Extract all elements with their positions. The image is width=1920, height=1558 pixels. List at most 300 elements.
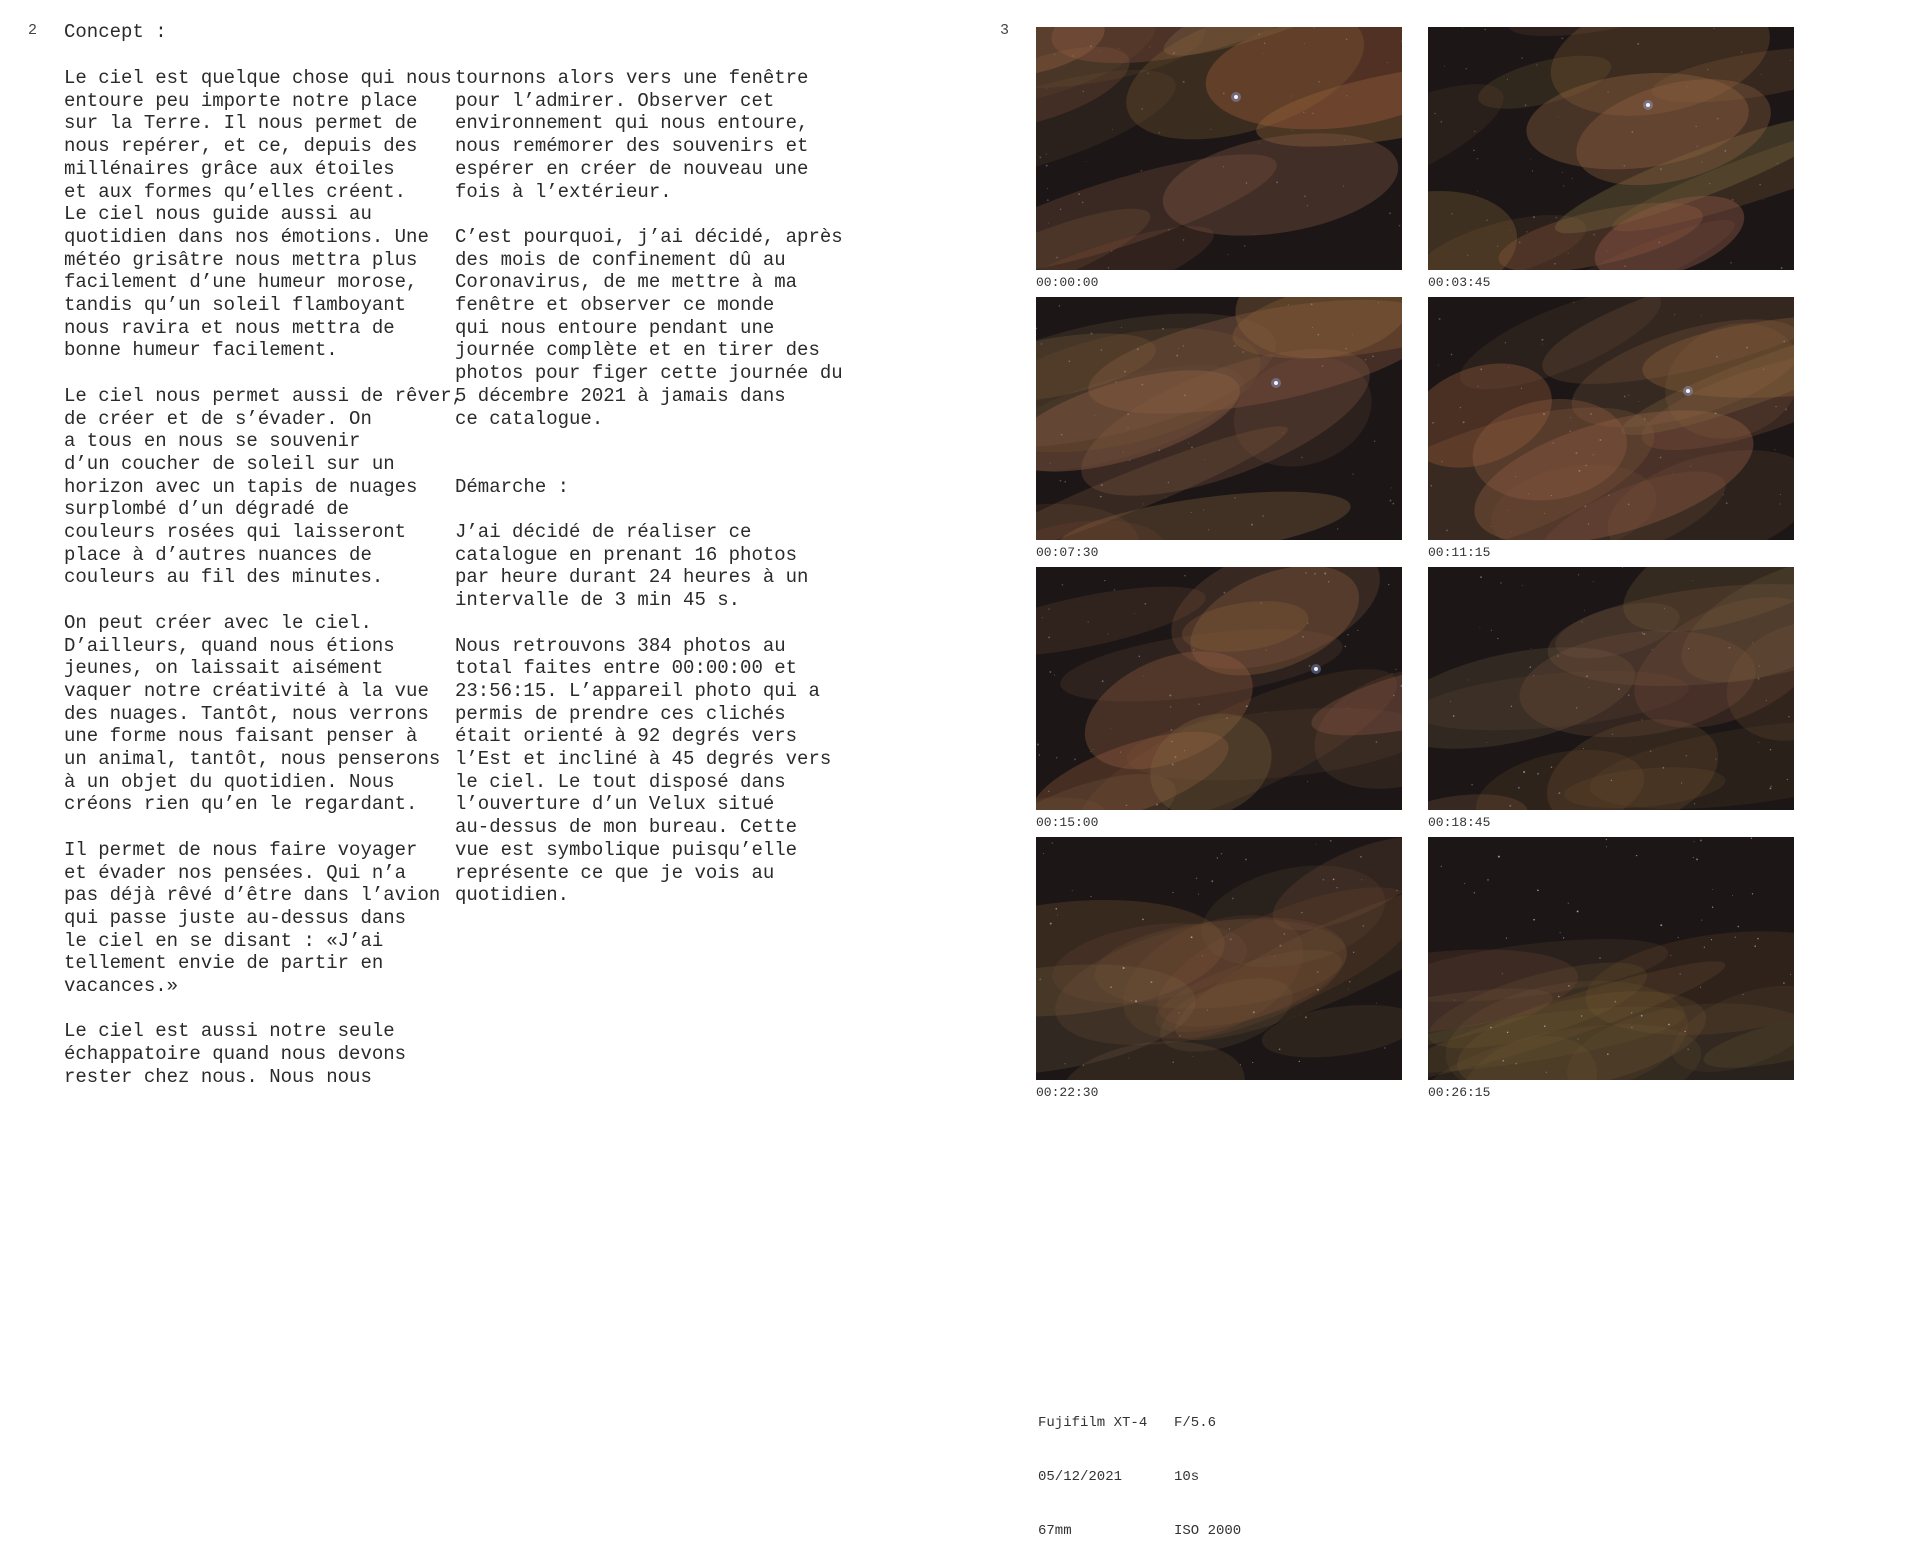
bright-star (1686, 389, 1690, 393)
faint-star (1523, 771, 1525, 773)
text-line: Le ciel nous permet aussi de rêver, (64, 384, 464, 407)
faint-star (1553, 443, 1554, 444)
text-line: représente ce que je vois au (455, 861, 775, 884)
sky-photo[interactable] (1036, 297, 1402, 540)
faint-star (1628, 694, 1630, 696)
faint-star (1607, 91, 1608, 92)
faint-star (1387, 62, 1388, 63)
faint-star (1198, 894, 1199, 895)
faint-star (1652, 649, 1653, 650)
faint-star (1486, 742, 1487, 743)
faint-star (1467, 255, 1468, 256)
faint-star (1169, 694, 1171, 696)
faint-star (1693, 857, 1694, 858)
sky-photo[interactable] (1428, 837, 1794, 1080)
faint-star (1128, 427, 1129, 428)
text-line: qui passe juste au-dessus dans (64, 906, 407, 929)
faint-star (1392, 503, 1394, 505)
text-line: tandis qu’un soleil flamboyant (64, 294, 407, 317)
faint-star (1188, 443, 1189, 444)
faint-star (1056, 757, 1058, 759)
sky-photo[interactable] (1428, 567, 1794, 810)
faint-star (1259, 33, 1261, 35)
faint-star (1143, 676, 1144, 677)
faint-star (1681, 782, 1682, 783)
faint-star (1100, 51, 1101, 52)
faint-star (1434, 113, 1436, 115)
faint-star (1266, 650, 1267, 651)
faint-star (1474, 131, 1475, 132)
faint-star (1322, 365, 1324, 367)
faint-star (1388, 584, 1389, 585)
faint-star (1726, 502, 1728, 504)
faint-star (1563, 937, 1564, 938)
faint-star (1037, 744, 1039, 746)
faint-star (1242, 351, 1244, 353)
faint-star (1624, 266, 1626, 268)
faint-star (1712, 906, 1713, 907)
faint-star (1638, 401, 1639, 402)
faint-star (1047, 199, 1049, 201)
faint-star (1732, 895, 1733, 896)
faint-star (1690, 466, 1691, 467)
faint-star (1305, 1016, 1307, 1018)
faint-star (1668, 1024, 1670, 1026)
faint-star (1390, 500, 1392, 502)
text-line: une forme nous faisant penser à (64, 725, 418, 748)
faint-star (1352, 473, 1353, 474)
faint-star (1156, 804, 1158, 806)
faint-star (1365, 359, 1366, 360)
faint-star (1771, 786, 1772, 787)
text-line: Le ciel nous guide aussi au (64, 203, 372, 226)
faint-star (1176, 355, 1178, 357)
text-line: météo grisâtre nous mettra plus (64, 248, 418, 271)
faint-star (1135, 1000, 1137, 1002)
text-line: rester chez nous. Nous nous (64, 1065, 372, 1088)
faint-star (1650, 751, 1651, 752)
faint-star (1584, 610, 1585, 611)
sky-photo[interactable] (1036, 837, 1402, 1080)
faint-star (1588, 687, 1589, 688)
faint-star (1110, 728, 1111, 729)
faint-star (1732, 199, 1734, 201)
faint-star (1372, 355, 1374, 357)
faint-star (1585, 505, 1587, 507)
text-line: d’un coucher de soleil sur un (64, 452, 395, 475)
faint-star (1183, 239, 1185, 241)
faint-star (1048, 791, 1049, 792)
faint-star (1551, 495, 1552, 496)
faint-star (1068, 360, 1070, 362)
faint-star (1221, 853, 1222, 854)
faint-star (1583, 748, 1584, 749)
faint-star (1179, 1035, 1181, 1037)
faint-star (1454, 1000, 1455, 1001)
concept-heading: Concept : (64, 21, 167, 43)
faint-star (1636, 855, 1637, 856)
faint-star (1399, 225, 1401, 227)
faint-star (1729, 647, 1731, 649)
faint-star (1444, 66, 1445, 67)
text-line: de créer et de s’évader. On (64, 407, 372, 430)
sky-photo[interactable] (1428, 297, 1794, 540)
faint-star (1506, 937, 1507, 938)
text-line: journée complète et en tirer des (455, 339, 820, 362)
faint-star (1451, 354, 1453, 356)
faint-star (1210, 129, 1211, 130)
faint-star (1490, 1027, 1492, 1029)
faint-star (1618, 688, 1620, 690)
faint-star (1522, 585, 1523, 586)
faint-star (1770, 749, 1772, 751)
text-line: vacances.» (64, 975, 179, 998)
faint-star (1091, 333, 1093, 335)
faint-star (1042, 617, 1043, 618)
text-line: tellement envie de partir en (64, 952, 384, 975)
faint-star (1141, 170, 1142, 171)
faint-star (1526, 231, 1527, 232)
faint-star (1568, 252, 1569, 253)
faint-star (1707, 69, 1708, 70)
faint-star (1695, 126, 1696, 127)
faint-star (1303, 112, 1304, 113)
paragraph (455, 226, 843, 430)
faint-star (1561, 38, 1563, 40)
faint-star (1142, 919, 1144, 921)
faint-star (1670, 955, 1671, 956)
text-line: fois à l’extérieur. (455, 180, 672, 203)
faint-star (1694, 841, 1695, 842)
faint-star (1123, 452, 1124, 453)
faint-star (1171, 729, 1173, 731)
faint-star (1508, 367, 1509, 368)
paragraph (64, 839, 463, 998)
faint-star (1763, 199, 1764, 200)
faint-star (1487, 879, 1488, 880)
faint-star (1389, 212, 1391, 214)
faint-star (1144, 603, 1146, 605)
faint-star (1264, 42, 1266, 44)
faint-star (1196, 878, 1197, 879)
text-line: l’Est et incliné à 45 degrés vers (455, 748, 832, 771)
faint-star (1572, 178, 1573, 179)
faint-star (1251, 524, 1253, 526)
faint-star (1510, 230, 1511, 231)
faint-star (1064, 1063, 1065, 1064)
focal-length: 67mm (1038, 1523, 1072, 1539)
faint-star (1737, 926, 1739, 928)
faint-star (1123, 967, 1125, 969)
faint-star (1360, 856, 1362, 858)
faint-star (1126, 804, 1128, 806)
faint-star (1314, 573, 1316, 575)
photo-timestamp: 00:18:45 (1428, 815, 1491, 830)
faint-star (1043, 853, 1044, 854)
faint-star (1149, 46, 1150, 47)
photo-timestamp: 00:26:15 (1428, 1085, 1491, 1100)
bright-star (1234, 95, 1238, 99)
faint-star (1227, 254, 1228, 255)
faint-star (1717, 118, 1719, 120)
faint-star (1059, 305, 1060, 306)
faint-star (1746, 347, 1748, 349)
faint-star (1608, 495, 1609, 496)
faint-star (1072, 890, 1073, 891)
faint-star (1758, 678, 1760, 680)
capture-date: 05/12/2021 (1038, 1469, 1123, 1485)
faint-star (1111, 250, 1112, 251)
faint-star (1562, 172, 1563, 173)
faint-star (1530, 159, 1531, 160)
faint-star (1688, 1049, 1689, 1050)
text-line: entoure peu importe notre place (64, 89, 418, 112)
text-line: bonne humeur facilement. (64, 339, 338, 362)
faint-star (1700, 987, 1701, 988)
faint-star (1700, 840, 1702, 842)
faint-star (1473, 150, 1475, 152)
faint-star (1309, 665, 1311, 667)
faint-star (1544, 513, 1545, 514)
sky-photo[interactable] (1036, 27, 1402, 270)
faint-star (1090, 751, 1091, 752)
faint-star (1502, 973, 1503, 974)
faint-star (1049, 671, 1051, 673)
sky-photo-image (1428, 27, 1794, 270)
faint-star (1316, 844, 1317, 845)
faint-star (1346, 39, 1348, 41)
faint-star (1254, 234, 1255, 235)
text-line: au-dessus de mon bureau. Cette (455, 816, 798, 839)
faint-star (1168, 482, 1169, 483)
faint-star (1563, 185, 1564, 186)
faint-star (1240, 1064, 1241, 1065)
text-line: place à d’autres nuances de (64, 543, 372, 566)
faint-star (1265, 712, 1266, 713)
faint-star (1274, 956, 1275, 957)
faint-star (1054, 54, 1055, 55)
faint-star (1715, 759, 1716, 760)
faint-star (1787, 779, 1788, 780)
iso: ISO 2000 (1174, 1523, 1242, 1539)
faint-star (1686, 86, 1687, 87)
faint-star (1641, 1015, 1643, 1017)
faint-star (1709, 183, 1710, 184)
text-line: tournons alors vers une fenêtre (455, 67, 809, 89)
faint-star (1120, 751, 1121, 752)
paragraph (455, 635, 843, 907)
faint-star (1440, 121, 1442, 123)
faint-star (1701, 315, 1702, 316)
faint-star (1581, 621, 1582, 622)
faint-star (1284, 933, 1285, 934)
faint-star (1742, 994, 1743, 995)
sky-photo-image (1036, 297, 1402, 540)
faint-star (1568, 985, 1570, 987)
faint-star (1446, 530, 1448, 532)
faint-star (1048, 223, 1049, 224)
faint-star (1515, 476, 1516, 477)
faint-star (1759, 184, 1760, 185)
faint-star (1781, 267, 1783, 269)
faint-star (1714, 28, 1715, 29)
faint-star (1537, 773, 1539, 775)
faint-star (1783, 341, 1785, 343)
bright-star (1274, 381, 1278, 385)
faint-star (1471, 784, 1472, 785)
faint-star (1533, 216, 1535, 218)
faint-star (1083, 91, 1084, 92)
faint-star (1441, 461, 1442, 462)
faint-star (1641, 719, 1642, 720)
faint-star (1507, 79, 1508, 80)
faint-star (1593, 234, 1595, 236)
faint-star (1521, 388, 1522, 389)
faint-star (1530, 666, 1531, 667)
faint-star (1673, 473, 1674, 474)
faint-star (1173, 53, 1174, 54)
faint-star (1384, 1047, 1385, 1048)
faint-star (1307, 622, 1308, 623)
faint-star (1282, 432, 1283, 433)
faint-star (1041, 343, 1042, 344)
faint-star (1450, 701, 1451, 702)
faint-star (1735, 937, 1736, 938)
faint-star (1432, 422, 1434, 424)
faint-star (1757, 938, 1758, 939)
faint-star (1474, 892, 1476, 894)
faint-star (1376, 1003, 1377, 1004)
faint-star (1509, 805, 1511, 807)
shutter-speed: 10s (1174, 1469, 1200, 1485)
faint-star (1147, 72, 1148, 73)
faint-star (1570, 417, 1571, 418)
faint-star (1139, 656, 1141, 658)
faint-star (1477, 158, 1478, 159)
faint-star (1477, 386, 1478, 387)
sky-photo[interactable] (1036, 567, 1402, 810)
faint-star (1204, 459, 1205, 460)
faint-star (1752, 643, 1753, 644)
faint-star (1128, 1057, 1129, 1058)
faint-star (1574, 398, 1575, 399)
faint-star (1660, 168, 1662, 170)
faint-star (1533, 675, 1534, 676)
faint-star (1606, 839, 1607, 840)
text-line: permis de prendre ces clichés (455, 702, 786, 725)
faint-star (1039, 156, 1041, 158)
faint-star (1191, 936, 1193, 938)
faint-star (1353, 952, 1354, 953)
faint-star (1498, 856, 1500, 858)
faint-star (1505, 342, 1507, 344)
faint-star (1451, 213, 1453, 215)
faint-star (1072, 55, 1073, 56)
text-line: créons rien qu’en le regardant. (64, 793, 418, 816)
faint-star (1352, 334, 1353, 335)
faint-star (1480, 368, 1482, 370)
text-line: jeunes, on laissait aisément (64, 657, 384, 680)
text-line: des nuages. Tantôt, nous verrons (64, 702, 429, 725)
faint-star (1660, 457, 1662, 459)
text-column-1 (64, 67, 463, 1111)
faint-star (1702, 161, 1703, 162)
faint-star (1507, 510, 1508, 511)
faint-star (1685, 755, 1687, 757)
text-line: catalogue en prenant 16 photos (455, 543, 798, 566)
faint-star (1751, 838, 1753, 840)
faint-star (1761, 74, 1762, 75)
faint-star (1116, 381, 1117, 382)
faint-star (1588, 523, 1590, 525)
faint-star (1088, 621, 1089, 622)
text-line: des mois de confinement dû au (455, 248, 786, 271)
faint-star (1554, 263, 1556, 265)
faint-star (1541, 339, 1543, 341)
faint-star (1203, 509, 1204, 510)
paragraph (455, 521, 843, 612)
text-line: total faites entre 00:00:00 et (455, 657, 798, 680)
faint-star (1230, 938, 1232, 940)
faint-star (1779, 503, 1780, 504)
sky-photo-image (1428, 837, 1794, 1080)
faint-star (1685, 1031, 1686, 1032)
faint-star (1486, 219, 1487, 220)
faint-star (1083, 1065, 1084, 1066)
faint-star (1376, 741, 1378, 743)
text-line: vaquer notre créativité à la vue (64, 679, 429, 702)
faint-star (1064, 481, 1066, 483)
faint-star (1391, 673, 1392, 674)
faint-star (1141, 108, 1143, 110)
faint-star (1694, 803, 1696, 805)
faint-star (1521, 57, 1523, 59)
faint-star (1330, 840, 1332, 842)
faint-star (1766, 700, 1767, 701)
faint-star (1184, 750, 1185, 751)
faint-star (1463, 421, 1465, 423)
faint-star (1770, 787, 1772, 789)
faint-star (1692, 580, 1693, 581)
sky-photo-image (1036, 567, 1402, 810)
faint-star (1262, 515, 1263, 516)
faint-star (1480, 576, 1482, 578)
faint-star (1536, 64, 1537, 65)
faint-star (1112, 129, 1113, 130)
faint-star (1344, 139, 1345, 140)
faint-star (1361, 879, 1362, 880)
text-line: et aux formes qu’elles créent. (64, 180, 407, 203)
faint-star (1711, 939, 1712, 940)
faint-star (1752, 893, 1753, 894)
faint-star (1094, 415, 1095, 416)
faint-star (1754, 945, 1756, 947)
faint-star (1234, 345, 1236, 347)
text-line: surplombé d’un dégradé de (64, 498, 350, 521)
faint-star (1396, 669, 1397, 670)
text-line: nous ravira et nous mettra de (64, 316, 395, 339)
faint-star (1464, 883, 1465, 884)
faint-star (1468, 680, 1469, 681)
faint-star (1532, 170, 1533, 171)
faint-star (1102, 680, 1104, 682)
faint-star (1614, 1001, 1616, 1003)
faint-star (1276, 181, 1278, 183)
sky-photo[interactable] (1428, 27, 1794, 270)
faint-star (1479, 627, 1480, 628)
faint-star (1279, 1049, 1281, 1051)
text-line: le ciel. Le tout disposé dans (455, 770, 786, 793)
